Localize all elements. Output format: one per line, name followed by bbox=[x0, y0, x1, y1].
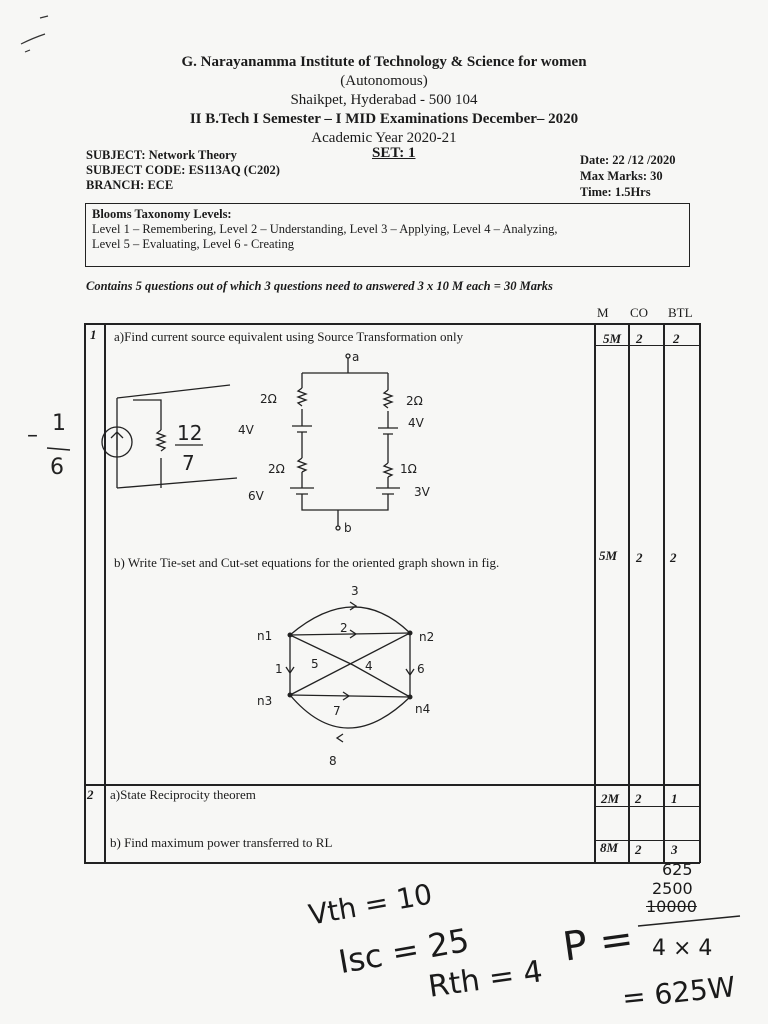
r1-label: 2Ω bbox=[260, 392, 277, 406]
blooms-box bbox=[85, 203, 690, 267]
question-2a-co: 2 bbox=[635, 791, 642, 806]
hw-vth: Vth = 10 bbox=[306, 877, 435, 932]
hw-power-top3: 10000 bbox=[646, 897, 697, 916]
question-1-number: 1 bbox=[90, 327, 97, 342]
exam-title: II B.Tech I Semester – I MID Examinations December– 2020 bbox=[189, 111, 579, 127]
question-2b-co: 2 bbox=[635, 842, 642, 857]
node-n2-label: n2 bbox=[419, 630, 435, 644]
hw-power-top2: 2500 bbox=[652, 879, 693, 898]
resistor-icon bbox=[157, 430, 165, 451]
exam-time: Time: 1.5Hrs bbox=[580, 185, 651, 199]
instructions: Contains 5 questions out of which 3 questions need to answered 3 x 10 M each = 30 Marks bbox=[86, 279, 553, 293]
corner-scribble bbox=[15, 10, 60, 55]
question-2a-text: a)State Reciprocity theorem bbox=[110, 787, 256, 802]
blooms-title: Blooms Taxonomy Levels: bbox=[92, 207, 232, 221]
v3-label: 6V bbox=[248, 489, 264, 503]
resistor-left-bottom bbox=[298, 458, 306, 472]
question-1b-marks: 5M bbox=[599, 548, 618, 563]
resistor-left-top bbox=[298, 388, 306, 406]
branch-8 bbox=[290, 695, 410, 728]
blooms-line-1: Level 1 – Remembering, Level 2 – Understanding, Level 3 – Applying, Level 4 – Analyzing, bbox=[92, 222, 558, 236]
exam-date: Date: 22 /12 /2020 bbox=[580, 153, 676, 167]
battery-right-top bbox=[378, 428, 398, 434]
col-header-m: M bbox=[597, 305, 609, 320]
hw-current-num: 12 bbox=[177, 421, 203, 445]
question-1a-btl: 2 bbox=[673, 331, 680, 346]
address: Shaikpet, Hyderabad - 500 104 bbox=[290, 92, 478, 108]
battery-left-bottom bbox=[290, 488, 314, 494]
branch-2 bbox=[290, 633, 410, 635]
academic-year: Academic Year 2020-21 bbox=[311, 130, 457, 146]
question-2b-marks: 8M bbox=[600, 840, 619, 855]
question-2b-text: b) Find maximum power transferred to RL bbox=[110, 835, 333, 850]
question-1a-co: 2 bbox=[636, 331, 643, 346]
battery-right-bottom bbox=[376, 488, 400, 494]
branch-3 bbox=[290, 607, 410, 635]
hw-minus: – bbox=[27, 423, 38, 448]
blooms-line-2: Level 5 – Evaluating, Level 6 - Creating bbox=[92, 237, 295, 251]
subject-code: SUBJECT CODE: ES113AQ (C202) bbox=[86, 163, 280, 177]
circuit-diagram bbox=[230, 348, 460, 533]
branch-8-label: 8 bbox=[329, 754, 337, 768]
question-1b-co: 2 bbox=[636, 550, 643, 565]
set-number: SET: 1 bbox=[372, 145, 416, 161]
branch-4-label: 4 bbox=[365, 659, 373, 673]
branch-2-label: 2 bbox=[340, 621, 348, 635]
hw-power-top1: 625 bbox=[662, 860, 693, 879]
branch-6-label: 6 bbox=[417, 662, 425, 676]
node-n1-label: n1 bbox=[257, 629, 273, 643]
hw-fraction-bar bbox=[636, 912, 746, 932]
battery-left-top bbox=[292, 426, 312, 432]
branch-3-label: 3 bbox=[351, 585, 359, 598]
hw-rth: Rth = 4 bbox=[426, 954, 545, 1005]
resistor-right-top bbox=[384, 390, 392, 408]
branch-5-label: 5 bbox=[311, 657, 319, 671]
oriented-graph bbox=[245, 585, 455, 770]
question-1b-text: b) Write Tie-set and Cut-set equations for the oriented graph shown in fig. bbox=[114, 555, 500, 570]
hw-power-result: = 625W bbox=[620, 970, 737, 1015]
branch-1-label: 1 bbox=[275, 662, 283, 676]
col-header-btl: BTL bbox=[668, 305, 693, 320]
subject: SUBJECT: Network Theory bbox=[86, 148, 237, 162]
hw-fraction-num: 1 bbox=[52, 411, 66, 436]
question-2-number: 2 bbox=[87, 787, 94, 802]
resistor-right-bottom bbox=[384, 463, 392, 477]
hw-fraction-den: 6 bbox=[50, 455, 64, 480]
r3-label: 2Ω bbox=[268, 462, 285, 476]
col-header-co: CO bbox=[630, 305, 649, 320]
question-2a-btl: 1 bbox=[671, 791, 678, 806]
question-2b-btl: 3 bbox=[671, 842, 678, 857]
hw-power-label: P = bbox=[560, 915, 637, 971]
node-n3-label: n3 bbox=[257, 694, 273, 708]
hw-isc: Isc = 25 bbox=[335, 920, 472, 982]
node-b-label: b bbox=[344, 521, 352, 533]
handwritten-current-source bbox=[25, 370, 240, 500]
r4-label: 1Ω bbox=[400, 462, 417, 476]
autonomous-label: (Autonomous) bbox=[340, 73, 428, 89]
question-1a-text: a)Find current source equivalent using Source Transformation only bbox=[114, 329, 464, 344]
branch-7-label: 7 bbox=[333, 704, 341, 718]
branch: BRANCH: ECE bbox=[86, 178, 174, 192]
institute-name: G. Narayanamma Institute of Technology & Science for women bbox=[181, 54, 587, 70]
branch-4 bbox=[290, 633, 410, 695]
v1-label: 4V bbox=[238, 423, 254, 437]
r2-label: 2Ω bbox=[406, 394, 423, 408]
node-a-label: a bbox=[352, 350, 360, 364]
question-2a-marks: 2M bbox=[601, 791, 620, 806]
v4-label: 3V bbox=[414, 485, 430, 499]
max-marks: Max Marks: 30 bbox=[580, 169, 663, 183]
v2-label: 4V bbox=[408, 416, 424, 430]
branch-5 bbox=[290, 635, 410, 697]
question-1b-btl: 2 bbox=[670, 550, 677, 565]
hw-power-den: 4 × 4 bbox=[652, 936, 713, 961]
hw-current-den: 7 bbox=[182, 451, 195, 475]
question-1a-marks: 5M bbox=[603, 331, 622, 346]
node-n4-label: n4 bbox=[415, 702, 431, 716]
